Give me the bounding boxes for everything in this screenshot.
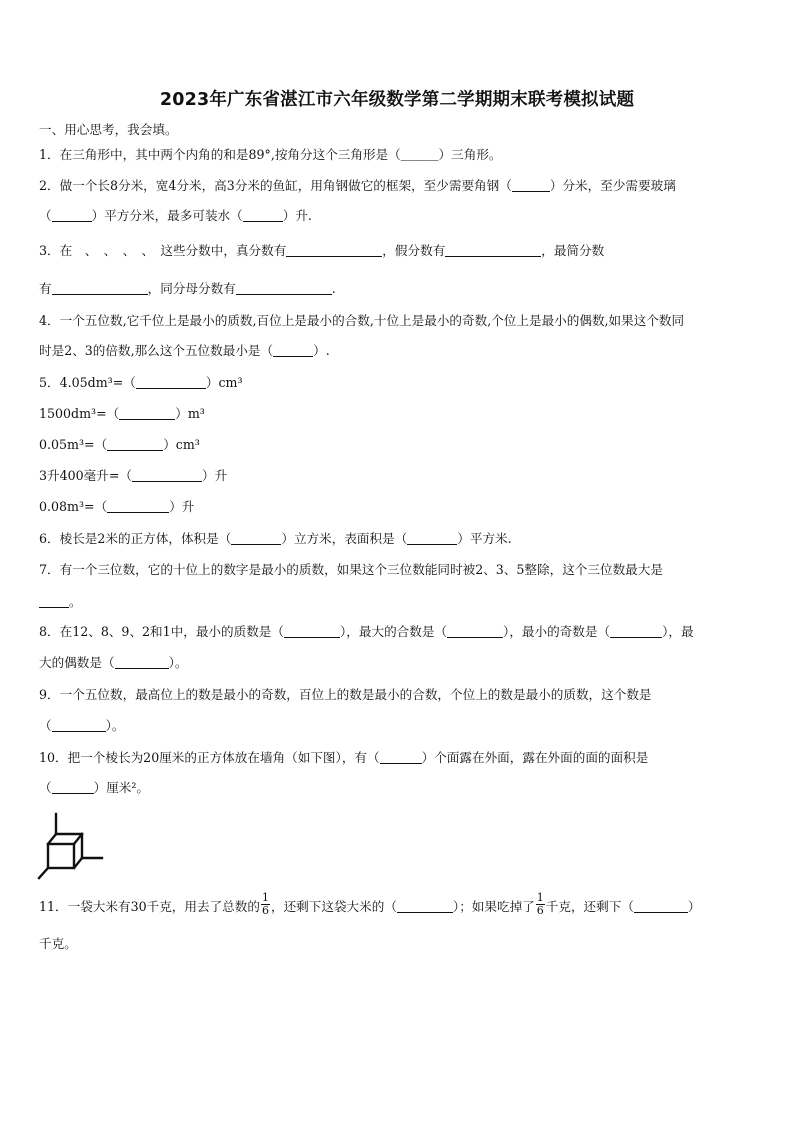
page-title: 2023年广东省湛江市六年级数学第二学期期末联考模拟试题	[159, 90, 635, 110]
question-4-line-2: 时是2、3的倍数,那么这个五位数最小是（ ）.	[39, 343, 330, 358]
answer-blank[interactable]	[397, 900, 453, 913]
answer-blank[interactable]	[512, 179, 550, 192]
fraction-one-sixth: $\frac{1}{6}$	[536, 891, 544, 917]
question-2-line-1: 2．做一个长8分米，宽4分米，高3分米的鱼缸，用角钢做它的框架，至少需要角钢（ ）分米，至少需要玻璃	[39, 178, 676, 193]
answer-blank[interactable]	[107, 500, 169, 513]
question-5-part-c: 0.05m³=（ ）cm³	[39, 437, 200, 452]
answer-blank[interactable]	[119, 407, 175, 420]
question-9-line-2: （ ）。	[39, 718, 125, 733]
answer-blank[interactable]	[107, 438, 163, 451]
section-heading: 一、用心思考，我会填。	[39, 122, 178, 137]
answer-blank[interactable]	[407, 532, 457, 545]
question-7-line-2: 。	[39, 594, 758, 610]
answer-blank[interactable]	[52, 282, 148, 295]
answer-blank[interactable]	[132, 469, 202, 482]
question-11-line-2: 千克。	[39, 936, 77, 951]
question-8-line-1: 8．在12、8、9、2和1中，最小的质数是（ ），最大的合数是（ ），最小的奇数是（ ），最	[39, 624, 694, 639]
answer-blank[interactable]	[273, 344, 313, 357]
answer-blank[interactable]	[136, 376, 206, 389]
answer-blank[interactable]	[284, 625, 340, 638]
question-10-line-2: （ ）厘米²。	[39, 780, 150, 795]
question-7-line-1: 7．有一个三位数，它的十位上的数字是最小的质数，如果这个三位数能同时被2、3、5整除，这个三位数最大是	[39, 562, 663, 577]
answer-blank[interactable]	[52, 209, 92, 222]
answer-blank[interactable]	[445, 244, 541, 257]
answer-blank[interactable]	[286, 244, 382, 257]
answer-blank[interactable]	[634, 900, 688, 913]
answer-blank[interactable]	[610, 625, 662, 638]
answer-blank[interactable]	[52, 719, 106, 732]
question-3-line-1: 3．在 、 、 、 、 这些分数中，真分数有 ，假分数有 ，最简分数	[39, 243, 605, 258]
answer-blank[interactable]	[243, 209, 283, 222]
question-3-line-2: 有 ，同分母分数有 .	[39, 281, 336, 296]
question-1: 1．在三角形中，其中两个内角的和是89°,按角分这个三角形是（＿＿＿）三角形。	[39, 147, 502, 162]
answer-blank[interactable]	[380, 751, 422, 764]
question-5-part-a: 5．4.05dm³=（ ）cm³	[39, 375, 243, 390]
question-6: 6．棱长是2米的正方体，体积是（ ）立方米，表面积是（ ）平方米.	[39, 531, 512, 546]
question-8-line-2: 大的偶数是（ ）。	[39, 655, 188, 670]
answer-blank[interactable]	[115, 656, 169, 669]
question-11-line-1: 11．一袋大米有30千克，用去了总数的 $\frac{1}{6}$ ，还剩下这袋大米的（ ）；如果吃掉了 $\frac{1}{6}$ 千克，还剩下（ ）	[39, 891, 701, 917]
question-2-line-2: （ ）平方分米，最多可装水（ ）升.	[39, 208, 312, 223]
answer-blank[interactable]	[52, 781, 94, 794]
question-9-line-1: 9．一个五位数，最高位上的数是最小的奇数，百位上的数是最小的合数，个位上的数是最小的质数，这个数是	[39, 687, 652, 702]
fraction-one-sixth: $\frac{1}{6}$	[261, 891, 269, 917]
answer-blank[interactable]	[231, 532, 281, 545]
cube-in-corner-figure	[36, 812, 106, 882]
question-5-part-b: 1500dm³=（ ）m³	[39, 406, 205, 421]
question-5-part-e: 0.08m³=（ ）升	[39, 499, 195, 514]
answer-blank[interactable]	[447, 625, 503, 638]
answer-blank[interactable]	[236, 282, 332, 295]
question-10-line-1: 10．把一个棱长为20厘米的正方体放在墙角（如下图），有（ ）个面露在外面，露在外面的面的面积是	[39, 750, 649, 765]
question-4-line-1: 4．一个五位数,它千位上是最小的质数,百位上是最小的合数,十位上是最小的奇数,个位上是最小的偶数,如果这个数同	[39, 313, 685, 328]
question-5-part-d: 3升400毫升=（ ）升	[39, 468, 228, 483]
answer-blank[interactable]	[39, 595, 69, 608]
